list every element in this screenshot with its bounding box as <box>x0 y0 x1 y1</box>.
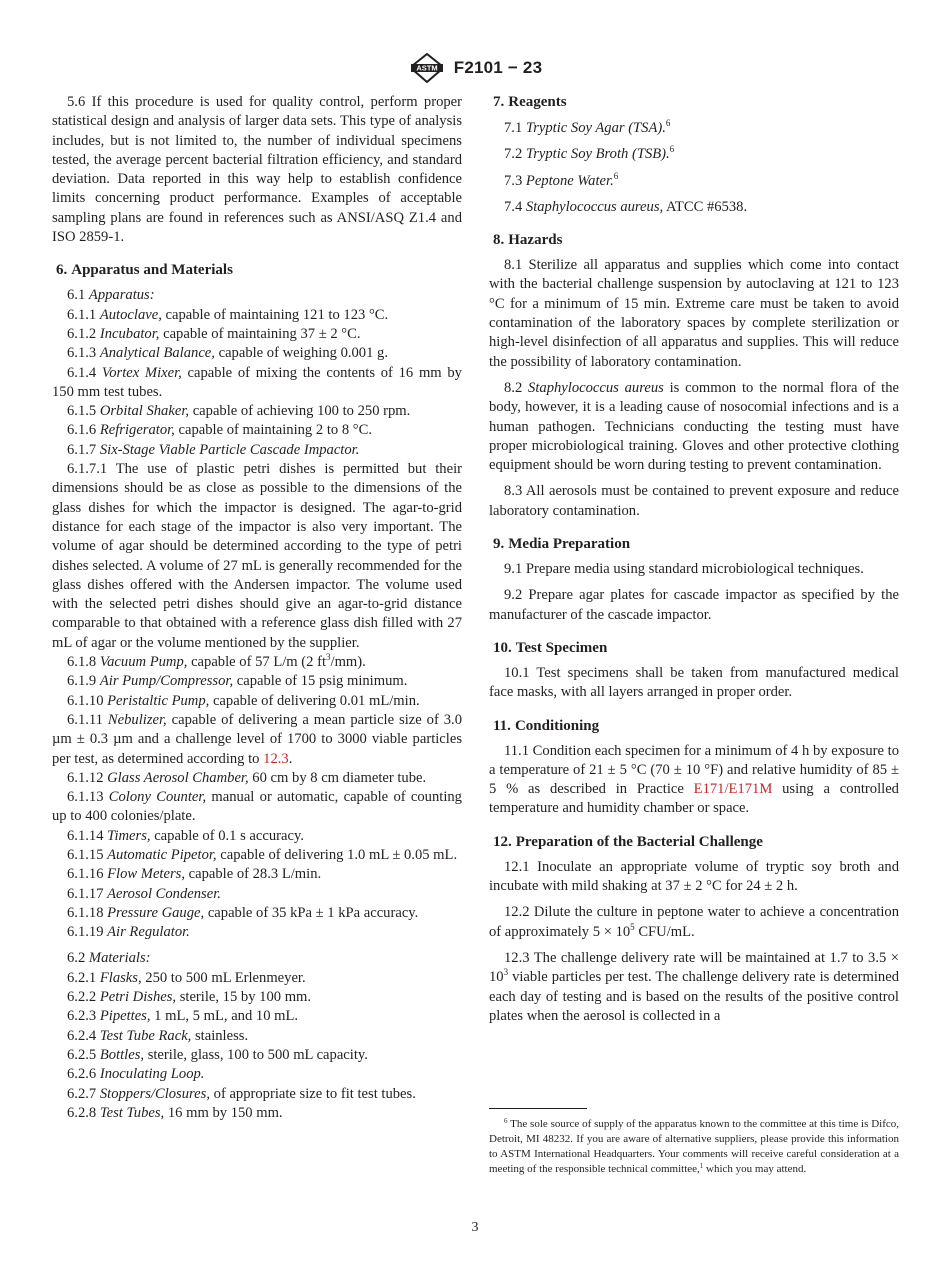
item-6-2-8: 6.2.8 Test Tubes, 16 mm by 150 mm. <box>67 1104 283 1121</box>
item-6-1-10: 6.1.10 Peristaltic Pump, capable of delivering 0.01 mL/min. <box>67 692 420 709</box>
section-9-heading: 9. Media Preparation <box>493 536 631 553</box>
paragraph-8-2: 8.2 Staphylococcus aureus is common to the normal flora of the body, however, it is a leading cause of nosocomial infections and is a human pathogen. Technicians conducting the testing must have proper microbiological training. Gloves and other protective clothing equipment should be worn during testing to prevent contamination. <box>489 379 899 474</box>
link-12-3[interactable]: 12.3 <box>263 750 289 767</box>
link-e171[interactable]: E171/E171M <box>693 781 773 798</box>
item-6-1-9: 6.1.9 Air Pump/Compressor, capable of 15 psig minimum. <box>67 673 408 690</box>
paragraph-5-6: 5.6 If this procedure is used for quality control, perform proper statistical design and analysis of larger data sets. This type of analysis includes, but is not limited to, the number of individual specimens tested, the average percent bacterial filtration efficiency, and standard deviation. Data reported in this way help to establish confidence limits concerning product performance. Examples of acceptable sampling plans are found in references such as ANSI/ASQ Z1.4 and ISO 2859-1. <box>52 94 462 246</box>
paragraph-6-1-7-1: 6.1.7.1 The use of plastic petri dishes is permitted but their dimensions should be as close as possible to the dimensions of the glass dishes for which the impactor is designed. The agar-to-grid distance for each stage of the impactor is also very important. The volume of agar should be determined according to the type of petri dishes selected. A volume of 27 mL is generally recommended for the glass dishes offered with the Andersen impactor. The volume used with the selected petri dishes should give an agar-to-grid distance comparable to that obtained with a reference glass dish filled with 27 mL of agar or the volume mentioned by the supplier. <box>52 461 462 651</box>
item-6-1-8: 6.1.8 Vacuum Pump, capable of 57 L/m (2 $ft^3/mm$). <box>67 652 366 671</box>
page-number: 3 <box>471 1220 479 1235</box>
right-column <box>489 93 899 1026</box>
item-6-1-1: 6.1.1 Autoclave, capable of maintaining 121 to 123 °C. <box>67 306 389 323</box>
document-id: F2101 − 23 <box>453 58 543 77</box>
item-6-2-4: 6.2.4 Test Tube Rack, stainless. <box>67 1027 249 1044</box>
item-6-1-12: 6.1.12 Glass Aerosol Chamber, 60 cm by 8 cm diameter tube. <box>67 769 427 786</box>
astm-logo-icon <box>408 53 446 83</box>
section-8-heading: 8. Hazards <box>493 232 563 249</box>
item-6-1-15: 6.1.15 Automatic Pipetor, capable of delivering 1.0 mL ± 0.05 mL. <box>67 846 458 863</box>
item-7-2: 7.2 Tryptic Soy Broth (TSB).$^6$ <box>504 144 675 163</box>
item-6-1-19: 6.1.19 Air Regulator. <box>67 924 190 941</box>
paragraph-12-1: 12.1 Inoculate an appropriate volume of tryptic soy broth and incubate with mild shaking at 37 ± 2 °C for 24 ± 2 h. <box>489 858 899 895</box>
paragraph-9-1: 9.1 Prepare media using standard microbiological techniques. <box>504 561 864 578</box>
section-7-heading: 7. Reagents <box>493 94 567 110</box>
item-6-1-4: 6.1.4 Vortex Mixer, capable of mixing the contents of 16 mm by 150 mm test tubes. <box>52 364 462 400</box>
item-6-1-11: 6.1.11 Nebulizer, capable of delivering a mean particle size of 3.0 µm ± 0.3 µm and a challenge level of 1700 to 3000 viable particles per test, as determined according to 12.3. <box>52 711 462 767</box>
item-6-2-2: 6.2.2 Petri Dishes, sterile, 15 by 100 mm. <box>67 989 312 1006</box>
item-6-2-7: 6.2.7 Stoppers/Closures, of appropriate size to fit test tubes. <box>67 1085 416 1102</box>
item-6-2-6: 6.2.6 Inoculating Loop. <box>67 1066 205 1083</box>
item-6-1-3: 6.1.3 Analytical Balance, capable of weighing 0.001 g. <box>67 345 388 362</box>
item-6-2-1: 6.2.1 Flasks, 250 to 500 mL Erlenmeyer. <box>67 969 306 986</box>
paragraph-12-2: 12.2 Dilute the culture in peptone water to achieve a concentration of approximately $5 \times 10^5$ CFU/mL. <box>489 904 899 940</box>
item-6-1-18: 6.1.18 Pressure Gauge, capable of 35 kPa ± 1 kPa accuracy. <box>67 904 419 921</box>
item-6-1-6: 6.1.6 Refrigerator, capable of maintaining 2 to 8 °C. <box>67 422 372 439</box>
item-6-1-2: 6.1.2 Incubator, capable of maintaining 37 ± 2 °C. <box>67 325 361 342</box>
item-7-3: 7.3 Peptone Water.$^6$ <box>504 170 619 189</box>
item-7-1: 7.1 Tryptic Soy Agar (TSA).$^6$ <box>504 118 671 136</box>
footnote-6: $^6$ The sole source of supply of the apparatus known to the committee at this time is Difco, Detroit, MI 48232. If you are aware of alternative suppliers, please provide this information to ASTM International Headquarters. Your comments will receive careful consideration at a meeting of the responsible technical committee,$^1$ which you may attend. <box>489 1117 899 1175</box>
item-6-2-5: 6.2.5 Bottles, sterile, glass, 100 to 500 mL capacity. <box>67 1046 368 1063</box>
section-10-heading: 10. Test Specimen <box>493 639 608 656</box>
section-11-heading: 11. Conditioning <box>493 717 600 734</box>
paragraph-11-1: 11.1 Condition each specimen for a minimum of 4 h by exposure to a temperature of 21 ± 5 °C (70 ± 10 °F) and relative humidity of 85 ± 5 % as described in Practice E171/E171M using a controlled temperature and humidity chamber or space. <box>489 742 899 817</box>
paragraph-12-3: 12.3 The challenge delivery rate will be maintained at 1.7 to $3.5 \times 10^3$ viable particles per test. The challenge delivery rate is determined each day of testing and is based on the results of the positive control plates when the aerosol is collected in a <box>489 949 899 1024</box>
section-6-heading: 6. Apparatus and Materials <box>56 262 233 279</box>
item-6-1-7: 6.1.7 Six-Stage Viable Particle Cascade Impactor. <box>67 441 360 458</box>
item-6-2-3: 6.2.3 Pipettes, 1 mL, 5 mL, and 10 mL. <box>67 1008 299 1025</box>
left-column <box>52 93 462 1123</box>
paragraph-8-1: 8.1 Sterilize all apparatus and supplies which come into contact with the bacterial challenge suspension by autoclaving at 121 to 123 °C for a minimum of 15 min. Extreme care must be taken to avoid contamination of the laboratory spaces by complete sterilization or high-level disinfection of all apparatus and supplies. This will reduce the possibility of laboratory contamination. <box>489 257 899 370</box>
paragraph-9-2: 9.2 Prepare agar plates for cascade impactor as specified by the manufacturer of the cascade impactor. <box>489 587 899 623</box>
item-6-1-14: 6.1.14 Timers, capable of 0.1 s accuracy. <box>67 827 304 844</box>
paragraph-10-1: 10.1 Test specimens shall be taken from manufactured medical face masks, with all layers arranged in proper order. <box>489 664 899 701</box>
item-6-1: 6.1 Apparatus: <box>67 287 155 304</box>
item-6-1-17: 6.1.17 Aerosol Condenser. <box>67 885 221 902</box>
logo-text: ASTM <box>416 63 438 73</box>
item-6-1-5: 6.1.5 Orbital Shaker, capable of achieving 100 to 250 rpm. <box>67 403 411 420</box>
item-7-4: 7.4 Staphylococcus aureus, ATCC #6538. <box>504 198 748 215</box>
paragraph-8-3: 8.3 All aerosols must be contained to prevent exposure and reduce laboratory contamination. <box>489 483 899 519</box>
item-6-1-16: 6.1.16 Flow Meters, capable of 28.3 L/min. <box>67 866 322 883</box>
section-12-heading: 12. Preparation of the Bacterial Challenge <box>493 833 763 850</box>
item-6-2: 6.2 Materials: <box>67 950 151 967</box>
page-header <box>0 50 950 86</box>
footnote-divider <box>489 1108 587 1109</box>
item-6-1-13: 6.1.13 Colony Counter, manual or automatic, capable of counting up to 400 colonies/plate. <box>52 789 462 825</box>
